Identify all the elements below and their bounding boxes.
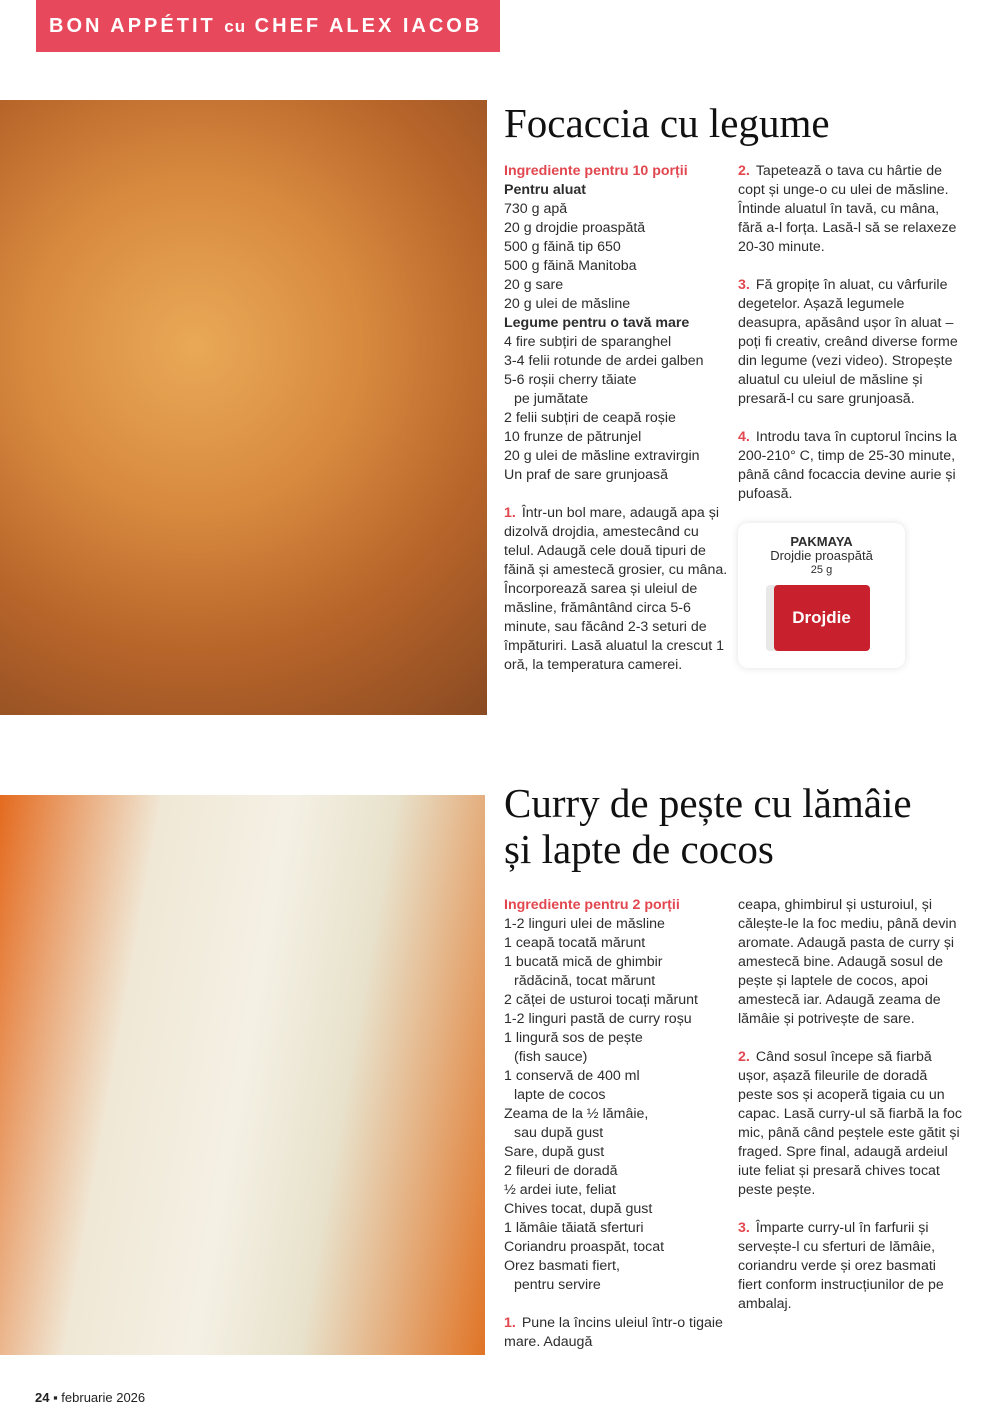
issue-date: ▪ februarie 2026 — [49, 1390, 146, 1405]
title-line: Curry de pește cu lămâie — [504, 780, 912, 826]
ingredient-item: 730 g apă — [504, 201, 568, 217]
ingredient-item: 1 ceapă tocată mărunt — [504, 935, 646, 951]
header-text: cu — [224, 17, 247, 36]
ingredient-item: sau după gust — [514, 1125, 604, 1141]
header-text: BON APPÉTIT — [49, 15, 225, 37]
product-card — [738, 523, 905, 668]
step-text: Introdu tava în cuptorul încins la 200-210° C, timp de 25-30 minute, până când focaccia devine aurie și pufoasă. — [738, 429, 957, 502]
ingredient-item: 1 bucată mică de ghimbir — [504, 954, 663, 970]
page-number: 24 — [35, 1390, 50, 1405]
recipe-title — [504, 780, 998, 872]
ingredient-item: Chives tocat, după gust — [504, 1201, 653, 1217]
ingredients-heading: Ingrediente pentru 10 porții — [504, 163, 688, 179]
ingredient-item: 1 lămâie tăiată sferturi — [504, 1220, 644, 1236]
ingredient-item: 5-6 roșii cherry tăiate — [504, 372, 637, 388]
step-number: 3. — [738, 277, 750, 293]
ingredient-item: pentru servire — [514, 1277, 601, 1293]
step-3 — [738, 1219, 963, 1314]
ingredients-list — [504, 896, 729, 1352]
header-text: CHEF ALEX IACOB — [246, 15, 483, 37]
step-number: 3. — [738, 1220, 750, 1236]
ingredient-item: Orez basmati fiert, — [504, 1258, 620, 1274]
ingredient-item: lapte de cocos — [514, 1087, 606, 1103]
ingredient-item: 3-4 felii rotunde de ardei galben — [504, 353, 704, 369]
title-line: și lapte de cocos — [504, 826, 774, 872]
step-text: Într-un bol mare, adaugă apa și dizolvă drojdia, amestecând cu telul. Adaugă cele două tipuri de făină și amestecă grosier, cu mâna. Încorporează sarea și uleiul de măsline, frământând circa 5-6 minute, sau făcând 2-3 seturi de împăturiri. Lasă aluatul la crescut 1 oră, la temperatura camerei. — [504, 505, 728, 673]
focaccia-photo — [0, 100, 487, 715]
section-header — [36, 0, 500, 52]
ingredient-item: 500 g făină tip 650 — [504, 239, 621, 255]
ingredient-item: 1-2 linguri pastă de curry roșu — [504, 1011, 692, 1027]
product-name: Drojdie proaspătă — [770, 548, 873, 563]
ingredient-item: (fish sauce) — [514, 1049, 588, 1065]
ingredients-list — [504, 162, 729, 675]
step-number: 1. — [504, 505, 516, 521]
step-text: Împarte curry-ul în farfurii și servește-l cu sferturi de lămâie, coriandru verde și orez basmati fiert conform instrucțiunilor de pe ambalaj. — [738, 1220, 944, 1312]
step-text: Când sosul începe să fiarbă ușor, așază fileurile de doradă peste sos și acoperă tigaia cu un capac. Lasă curry-ul să fiarbă la foc mic, până când peștele este gătit și fraged. Spre final, adaugă ardeiul iute feliat și presară chives tocat peste pește. — [738, 1049, 962, 1198]
group-heading: Legume pentru o tavă mare — [504, 315, 690, 331]
steps-column — [738, 896, 963, 1333]
step-1 — [504, 504, 729, 675]
ingredient-item: 1 conservă de 400 ml — [504, 1068, 640, 1084]
step-text: Pune la încins uleiul într-o tigaie mare. Adaugă — [504, 1315, 723, 1350]
ingredient-item: ½ ardei iute, feliat — [504, 1182, 616, 1198]
step-2 — [738, 162, 963, 257]
ingredient-item: Un praf de sare grunjoasă — [504, 467, 669, 483]
page-footer — [35, 1390, 145, 1405]
ingredient-item: 20 g ulei de măsline extravirgin — [504, 448, 700, 464]
step-2 — [738, 1048, 963, 1200]
step-1-continued: ceapa, ghimbirul și usturoiul, și călește-le la foc mediu, până devin aromate. Adaugă pasta de curry și amestecă bine. Adaugă sosul de pește și laptele de cocos, apoi amestecă iar. Adaugă zeama de lămâie și potrivește de sare. — [738, 897, 957, 1027]
ingredient-item: 20 g ulei de măsline — [504, 296, 631, 312]
fish-curry-photo — [0, 795, 485, 1355]
step-number: 2. — [738, 163, 750, 179]
ingredient-item: 4 fire subțiri de sparanghel — [504, 334, 672, 350]
steps-column — [738, 162, 963, 668]
step-text: Fă gropițe în aluat, cu vârfurile degetelor. Așază legumele deasupra, apăsând ușor în aluat – poți fi creativ, creând diverse forme din legume (vezi video). Stropește aluatul cu uleiul de măsline și presară-l cu sare grunjoasă. — [738, 277, 958, 407]
ingredient-item: pe jumătate — [514, 391, 589, 407]
step-3 — [738, 276, 963, 409]
ingredient-item: 10 frunze de pătrunjel — [504, 429, 642, 445]
ingredient-item: 20 g sare — [504, 277, 564, 293]
ingredient-item: 2 felii subțiri de ceapă roșie — [504, 410, 676, 426]
ingredient-item: Zeama de la ½ lămâie, — [504, 1106, 649, 1122]
step-1 — [504, 1314, 729, 1352]
product-package-image — [774, 585, 870, 651]
ingredient-item: 20 g drojdie proaspătă — [504, 220, 646, 236]
ingredient-item: rădăcină, tocat mărunt — [514, 973, 656, 989]
ingredient-item: 1 lingură sos de pește — [504, 1030, 643, 1046]
ingredient-item: 2 fileuri de doradă — [504, 1163, 618, 1179]
group-heading: Pentru aluat — [504, 182, 586, 198]
recipe-title: Focaccia cu legume — [504, 100, 830, 146]
step-4 — [738, 428, 963, 504]
ingredients-heading: Ingrediente pentru 2 porții — [504, 897, 680, 913]
product-brand: PAKMAYA — [790, 534, 853, 549]
ingredient-item: 500 g făină Manitoba — [504, 258, 637, 274]
ingredient-item: 1-2 linguri ulei de măsline — [504, 916, 665, 932]
ingredient-item: 2 căței de usturoi tocați mărunt — [504, 992, 698, 1008]
step-number: 2. — [738, 1049, 750, 1065]
ingredient-item: Sare, după gust — [504, 1144, 605, 1160]
step-number: 4. — [738, 429, 750, 445]
product-weight: 25 g — [810, 564, 833, 576]
step-text: Tapetează o tava cu hârtie de copt și unge-o cu ulei de măsline. Întinde aluatul în tavă, cu mâna, fără a-l forța. Lasă-l să se relaxeze 20-30 minute. — [738, 163, 957, 255]
step-number: 1. — [504, 1315, 516, 1331]
ingredient-item: Coriandru proaspăt, tocat — [504, 1239, 665, 1255]
package-label: Drojdie — [792, 608, 851, 627]
